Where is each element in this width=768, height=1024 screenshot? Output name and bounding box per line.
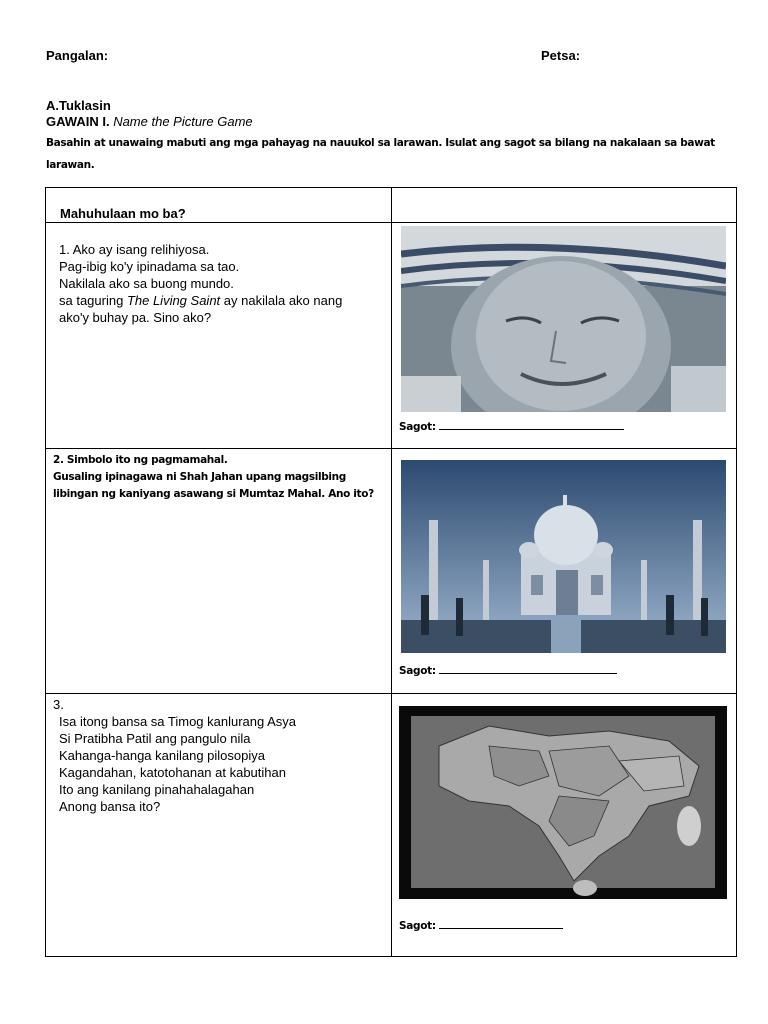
question-1-text: ay nakilala ako nang (220, 293, 343, 308)
answer-blank[interactable] (439, 918, 563, 929)
answer-line-2[interactable] (399, 663, 617, 677)
question-3-line: Kagandahan, katotohanan at kabutihan (59, 765, 286, 780)
portrait-photo (401, 226, 726, 412)
instructions: Basahin at unawaing mabuti ang mga pahayag na nauukol sa larawan. Isulat ang sagot sa bilang na nakalaan sa bawat larawan. (46, 137, 715, 171)
question-3-line: 3. (53, 697, 64, 712)
answer-label: Sagot: (399, 665, 436, 677)
activity-name: Name the Picture Game (113, 114, 253, 129)
section-title: A.Tuklasin (46, 98, 111, 113)
question-table (45, 187, 737, 957)
name-label: Pangalan: (46, 48, 109, 63)
column-divider (391, 188, 392, 956)
question-1-italic: The Living Saint (126, 293, 221, 308)
question-3-line: Isa itong bansa sa Timog kanlurang Asya (59, 714, 297, 729)
question-1-line: Nakilala ako sa buong mundo. (59, 276, 234, 291)
question-3-line: Anong bansa ito? (59, 799, 161, 814)
answer-label: Sagot: (399, 920, 436, 932)
question-1-text: sa taguring (59, 293, 127, 308)
mausoleum-photo (401, 460, 726, 653)
question-1-line (59, 292, 342, 309)
answer-blank[interactable] (439, 663, 617, 674)
question-1 (59, 241, 342, 326)
answer-line-1[interactable] (399, 419, 624, 433)
table-header-left: Mahuhulaan mo ba? (60, 206, 186, 221)
question-3-line: Ito ang kanilang pinahahalagahan (59, 782, 255, 797)
country-map (399, 706, 727, 899)
row-divider (46, 448, 736, 449)
question-3-line: Si Pratibha Patil ang pangulo nila (59, 731, 251, 746)
question-3 (53, 696, 296, 815)
question-1-line: Pag-ibig ko'y ipinadama sa tao. (59, 259, 240, 274)
question-2-line: 2. Simbolo ito ng pagmamahal. (53, 454, 228, 466)
question-2-line: Gusaling ipinagawa ni Shah Jahan upang magsilbing (53, 471, 346, 483)
answer-blank[interactable] (439, 419, 624, 430)
answer-label: Sagot: (399, 421, 436, 433)
question-2-line: libingan ng kaniyang asawang si Mumtaz Mahal. Ano ito? (53, 488, 374, 500)
row-divider (46, 693, 736, 694)
activity-prefix: GAWAIN I. (46, 114, 110, 129)
question-1-line: ako'y buhay pa. Sino ako? (59, 310, 212, 325)
activity-title (46, 114, 253, 130)
question-2 (53, 452, 374, 503)
question-3-line: Kahanga-hanga kanilang pilosopiya (59, 748, 265, 763)
row-divider (46, 222, 736, 223)
question-1-line: 1. Ako ay isang relihiyosa. (59, 242, 210, 257)
answer-line-3[interactable] (399, 918, 563, 932)
date-label: Petsa: (541, 48, 581, 63)
